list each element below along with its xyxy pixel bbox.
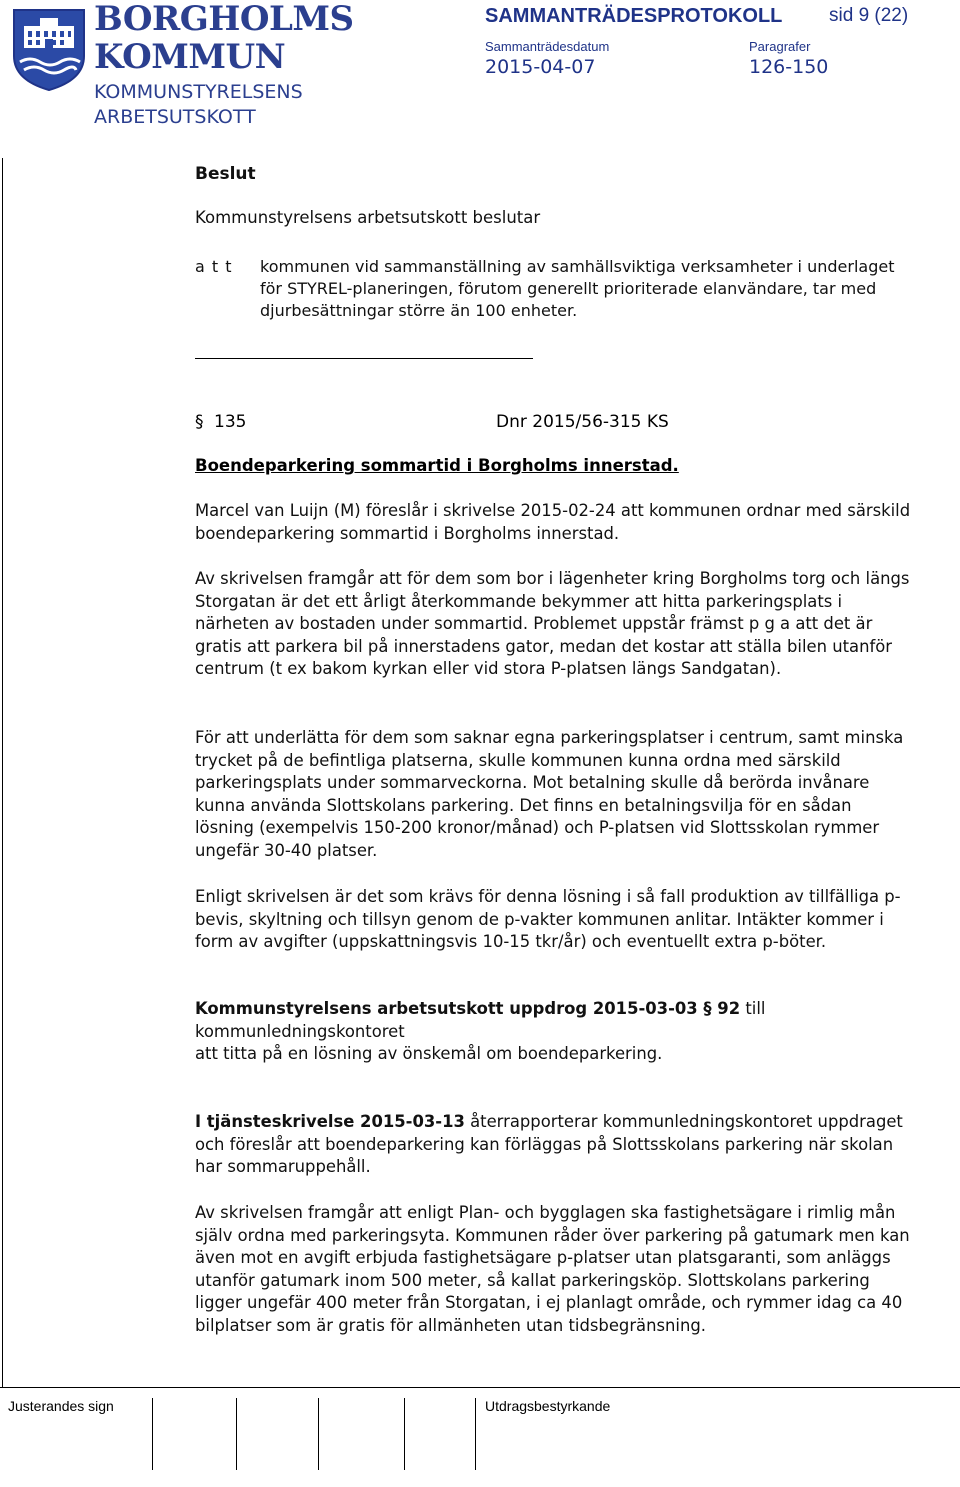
case-number: Dnr 2015/56-315 KS: [496, 412, 669, 432]
department-name: [94, 80, 303, 130]
protocol-title: SAMMANTRÄDESPROTOKOLL: [485, 5, 783, 27]
paragraph-solution: För att underlätta för dem som saknar egna parkeringsplatser i centrum, samt minska trycket på de befintliga platserna, skulle kommunen kunna ordna med särskild parkeringsplats under sommarveckorna. Mot betalning skulle då berörda invånare kunna använda Slottskolans parkering. Det finns en betalningsvilja för en sådan lösning (exempelvis 150-200 kronor/månad) och P-platsen vid Slottsskolan rymmer ungefär 30-40 platser.: [195, 728, 904, 860]
paragraphs-label: Paragrafer: [749, 39, 811, 54]
report-text: återrapporterar kommunledningskontoret uppdraget och föreslår att boendeparkering kan förläggas på Slottsskolans parkering när skolan har sommaruppehåll.: [195, 1112, 903, 1177]
section-separator: [195, 358, 533, 359]
paragraph-requirements: Enligt skrivelsen är det som krävs för denna lösning i så fall produktion av tillfälliga p-bevis, skyltning och tillsyn genom de p-vakter kommunen anlitar. Intäkter kommer i form av avgifter (uppskattningsvis 10-15 tkr/år) och eventuellt extra p-böter.: [195, 887, 901, 952]
left-margin-rule: [2, 158, 3, 1388]
org-name: [94, 0, 354, 76]
department-line1: KOMMUNSTYRELSENS: [94, 81, 303, 103]
footer-utdrag-label: Utdragsbestyrkande: [485, 1398, 611, 1414]
case-title: Boendeparkering sommartid i Borgholms innerstad.: [195, 456, 679, 475]
att-decision-text: kommunen vid sammanställning av samhällsviktiga verksamheter i underlaget för STYREL-planeringen, förutom generellt prioriterade elanvändare, tar med djurbesättningar större än 100 enheter.: [260, 257, 895, 320]
assignment-reference: Kommunstyrelsens arbetsutskott uppdrog 2015-03-03 § 92: [195, 999, 741, 1018]
footer-signature-divider-3: [318, 1398, 319, 1470]
footer-signature-divider-1: [152, 1398, 153, 1470]
page-number: sid 9 (22): [829, 5, 909, 26]
section-number: 135: [214, 412, 247, 432]
department-line2: ARBETSUTSKOTT: [94, 106, 256, 128]
org-name-line1: BORGHOLMS: [94, 0, 354, 39]
att-label: a t t: [195, 257, 232, 276]
assignment-task: att titta på en lösning av önskemål om boendeparkering.: [195, 1044, 663, 1064]
org-name-line2: KOMMUN: [94, 37, 286, 77]
footer-rule: [0, 1387, 960, 1388]
footer-signature-divider-2: [236, 1398, 237, 1470]
report-reference: I tjänsteskrivelse 2015-03-13: [195, 1112, 465, 1131]
section-symbol: §: [195, 412, 204, 432]
paragraph-background: Av skrivelsen framgår att för dem som bor i lägenheter kring Borgholms torg och längs Storgatan är det ett årligt återkommande bekymmer att hitta parkeringsplats i närheten av bostaden under sommartid. Problemet uppstår främst p g a att det är gratis att parkera bil på innerstadens gator, medan det kostar att ställa bilen utanför centrum (t ex bakom kyrkan eller vid stora P-platsen längs Sandgatan).: [195, 569, 910, 679]
beslut-intro: Kommunstyrelsens arbetsutskott beslutar: [195, 208, 541, 227]
paragraph-proposal: Marcel van Luijn (M) föreslår i skrivelse 2015-02-24 att kommunen ordnar med särskild boendeparkering sommartid i Borgholms innerstad.: [195, 501, 911, 543]
beslut-heading: Beslut: [195, 164, 256, 184]
assignment-recipient: till kommunledningskontoret: [195, 999, 766, 1041]
paragraph-legal-context: Av skrivelsen framgår att enligt Plan- och bygglagen ska fastighetsägare i rimlig mån själv ordna med parkeringsyta. Kommunen råder över parkering på gatumark men kan även mot en avgift erbjuda fastighetsägare p-platser utan platsgaranti, som anläggs utanför gatumark inom 500 meter, så kallat parkeringsköp. Slottskolans parkering ligger ungefär 400 meter från Storgatan, i ej planlagt område, och rymmer idag ca 40 bilplatser som är gratis för allmänheten utan tidsbegränsning.: [195, 1203, 910, 1335]
paragraphs-value: 126-150: [749, 56, 829, 78]
municipal-crest-logo: [10, 6, 88, 92]
paragraph-report: [195, 1111, 915, 1179]
footer-justerandes-label: Justerandes sign: [8, 1398, 114, 1414]
paragraph-assignment: [195, 998, 915, 1066]
meeting-date-label: Sammanträdesdatum: [485, 39, 610, 54]
footer-signature-divider-5: [475, 1398, 476, 1470]
meeting-date-value: 2015-04-07: [485, 56, 596, 78]
footer-signature-divider-4: [404, 1398, 405, 1470]
